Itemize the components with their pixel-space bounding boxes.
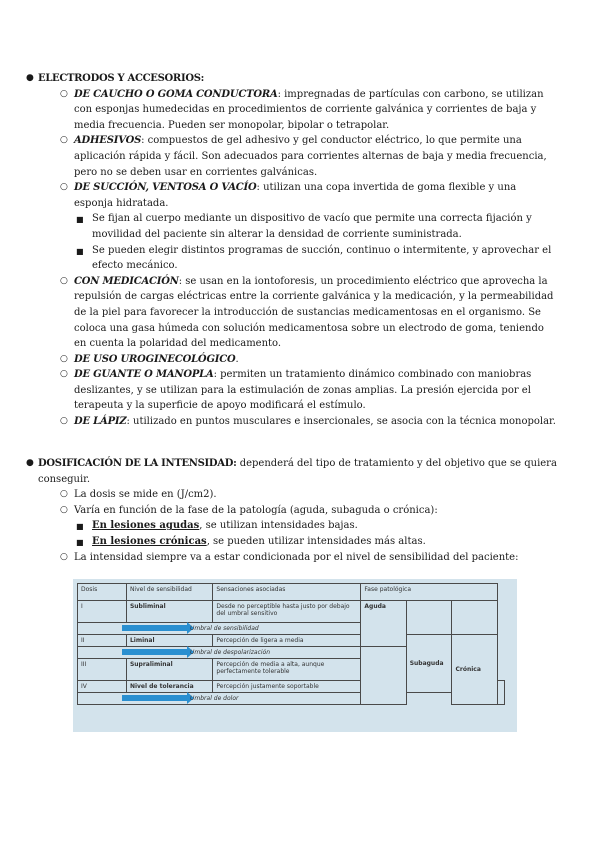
nivel-cell: Subliminal <box>126 601 212 623</box>
list-item <box>38 367 558 414</box>
sensacion-cell: Desde no perceptible hasta justo por debajo del umbral sensitivo <box>213 601 361 623</box>
list-item <box>38 487 558 503</box>
section-dosificacion <box>26 456 558 565</box>
square-bullet-icon: ■ <box>76 537 84 547</box>
item-text: La dosis se mide en (J/cm2). <box>74 489 217 501</box>
empty-cell <box>452 601 498 635</box>
item-text: : permiten un tratamiento dinámico combinado con maniobras deslizantes, y se utilizan para la estimulación de zonas amplias. La presión ejercida por el terapeuta y la superficie de apoyo modificará el estímulo. <box>74 369 532 412</box>
empty-cell <box>361 647 406 705</box>
circle-bullet-icon: ○ <box>60 489 68 500</box>
arrow-icon <box>122 695 188 701</box>
sub-list-item <box>38 518 558 534</box>
table-row <box>78 635 505 647</box>
item-text: : utilizan una copa invertida de goma flexible y una esponja hidratada. <box>74 182 517 209</box>
column-header: Sensaciones asociadas <box>213 584 361 601</box>
dosis-cell: II <box>78 635 127 647</box>
term: DE GUANTE O MANOPLA <box>74 369 214 381</box>
square-bullet-icon: ■ <box>76 246 84 256</box>
item-text: Varía en función de la fase de la patología (aguda, subaguda o crónica): <box>74 504 438 516</box>
list-item <box>38 414 558 430</box>
sub-list-item <box>38 534 558 550</box>
empty-cell <box>406 601 452 635</box>
section-electrodos <box>26 71 558 430</box>
nivel-cell: Supraliminal <box>126 659 212 681</box>
item-text: : utilizado en puntos musculares e insercionales, se asocia con la técnica monopolar. <box>126 416 556 428</box>
circle-bullet-icon: ○ <box>60 182 68 193</box>
dosis-cell: III <box>78 659 127 681</box>
threshold-label: Umbral de sensibilidad <box>190 625 259 632</box>
item-text: , se pueden utilizar intensidades más altas. <box>206 535 426 547</box>
sub-item-text: Se pueden elegir distintos programas de succión, continuo o intermitente, y aprovechar el efecto mecánico. <box>92 244 552 272</box>
circle-bullet-icon: ○ <box>60 135 68 146</box>
square-bullet-icon: ■ <box>76 215 84 225</box>
term: ADHESIVOS <box>74 135 142 147</box>
arrow-icon <box>122 649 188 655</box>
list-item <box>38 87 558 134</box>
circle-bullet-icon: ○ <box>60 504 68 515</box>
phase-subaguda: Subaguda <box>406 635 452 693</box>
table-row <box>78 601 505 623</box>
circle-bullet-icon: ○ <box>60 369 68 380</box>
item-text: La intensidad siempre va a estar condicionada por el nivel de sensibilidad del paciente: <box>74 551 519 563</box>
list-item <box>38 352 558 368</box>
nivel-cell: Liminal <box>126 635 212 647</box>
list-item <box>38 180 558 211</box>
table-header-row <box>78 584 505 601</box>
column-header: Dosis <box>78 584 127 601</box>
term: DE LÁPIZ <box>74 416 127 428</box>
term: DE CAUCHO O GOMA CONDUCTORA <box>74 88 278 100</box>
phase-cronica: Crónica <box>452 635 498 705</box>
circle-bullet-icon: ○ <box>60 416 68 427</box>
item-text: : compuestos de gel adhesivo y gel conductor eléctrico, lo que permite una aplicación rápida y fácil. Son adecuados para corrientes alternas de baja y media frecuencia, pero no se deben usar en corrientes galvánicas. <box>74 135 547 178</box>
section-title: DOSIFICACIÓN DE LA INTENSIDAD: <box>38 458 237 469</box>
sensitivity-table <box>73 579 517 732</box>
bullet-icon: ● <box>26 73 34 83</box>
dosis-cell: I <box>78 601 127 623</box>
empty-cell <box>498 681 505 705</box>
square-bullet-icon: ■ <box>76 522 84 532</box>
term: En lesiones crónicas <box>92 535 207 547</box>
section-title: ELECTRODOS Y ACCESORIOS: <box>38 73 205 84</box>
sub-list-item <box>38 243 558 274</box>
column-header: Fase patológica <box>361 584 498 601</box>
threshold-label: Umbral de despolarización <box>190 649 271 656</box>
sensacion-cell: Percepción justamente soportable <box>213 681 361 693</box>
bullet-icon: ● <box>26 458 34 468</box>
sensacion-cell: Percepción de media a alta, aunque perfectamente tolerable <box>213 659 361 681</box>
circle-bullet-icon: ○ <box>60 353 68 364</box>
column-header: Nivel de sensibilidad <box>126 584 212 601</box>
threshold-label: Umbral de dolor <box>190 695 239 702</box>
term: DE USO UROGINECOLÓGICO <box>74 353 236 365</box>
circle-bullet-icon: ○ <box>60 551 68 562</box>
term: CON MEDICACIÓN <box>74 275 179 287</box>
arrow-icon <box>122 625 188 631</box>
list-item <box>38 133 558 180</box>
item-text: : impregnadas de partículas con carbono, se utilizan con esponjas humedecidas en procedimientos de corriente galvánica y corrientes de baja y media frecuencia. Pueden ser monopolar, bipolar o tetrapolar. <box>74 88 544 131</box>
sub-list-item <box>38 211 558 242</box>
circle-bullet-icon: ○ <box>60 275 68 286</box>
term: En lesiones agudas <box>92 520 200 532</box>
list-item <box>38 550 558 566</box>
sub-item-text: Se fijan al cuerpo mediante un dispositivo de vacío que permite una correcta fijación y movilidad del paciente sin alterar la densidad de corriente suministrada. <box>92 213 532 240</box>
item-text: : se usan en la iontoforesis, un procedimiento eléctrico que aprovecha la repulsión de cargas eléctricas entre la corriente galvánica y la medicación, y la permeabilidad de la piel para favorecer la introducción de sustancias medicamentosas en el organismo. Se coloca una gasa húmeda con solución medicamentosa sobre un electrodo de goma, teniendo en cuenta la polaridad del medicamento. <box>74 275 554 350</box>
threshold-row <box>78 693 505 705</box>
term: DE SUCCIÓN, VENTOSA O VACÍO <box>74 182 257 194</box>
list-item <box>38 503 558 519</box>
circle-bullet-icon: ○ <box>60 88 68 99</box>
item-text: , se utilizan intensidades bajas. <box>199 520 358 532</box>
item-text: . <box>235 353 239 365</box>
nivel-cell: Nivel de tolerancia <box>126 681 212 693</box>
sensacion-cell: Percepción de ligera a media <box>213 635 361 647</box>
dosis-cell: IV <box>78 681 127 693</box>
list-item <box>38 274 558 352</box>
phase-aguda: Aguda <box>361 601 406 647</box>
section-intro: dependerá del tipo de tratamiento y del objetivo que se quiera conseguir. <box>38 458 557 485</box>
